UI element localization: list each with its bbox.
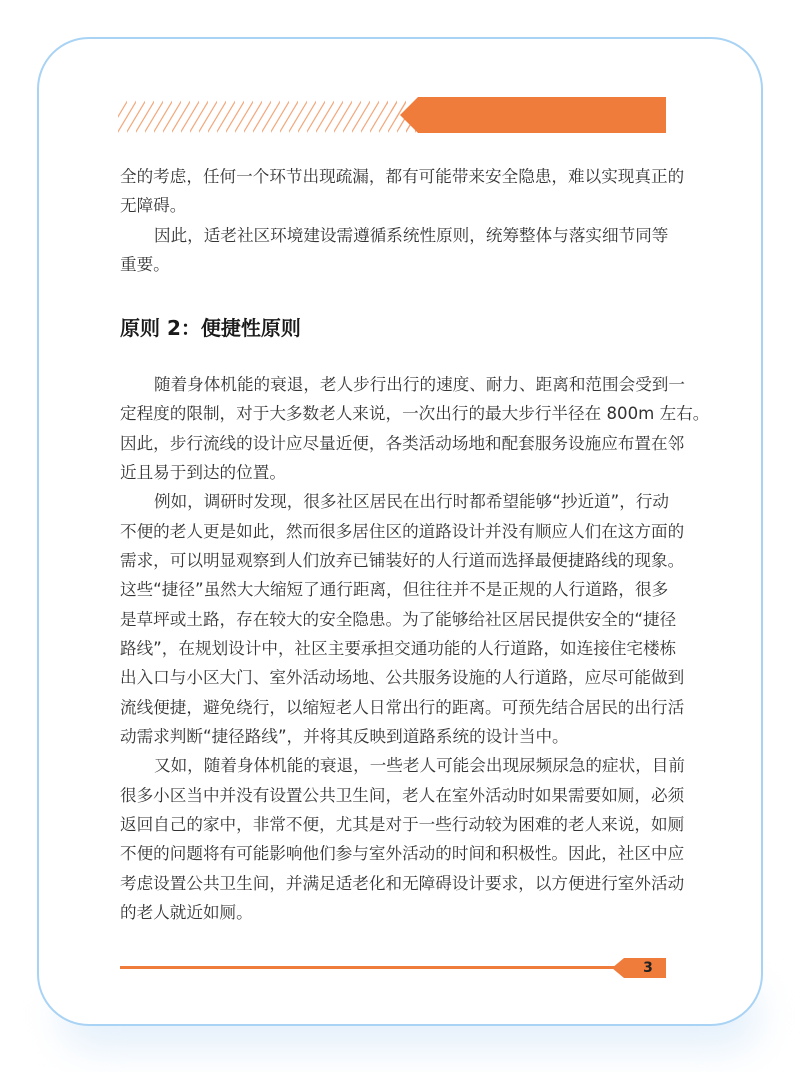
text-line: 考虑设置公共卫生间，并满足适老化和无障碍设计要求，以方便进行室外活动	[120, 873, 685, 893]
text-line: 随着身体机能的衰退，老人步行出行的速度、耐力、距离和范围会受到一	[154, 375, 685, 394]
text-line: 很多小区当中并没有设置公共卫生间，老人在室外活动时如果需要如厕，必须	[120, 785, 685, 805]
footer-rule	[120, 966, 625, 969]
text-line: 是草坪或土路，存在较大的安全隐患。为了能够给社区居民提供安全的“捷径	[120, 609, 677, 629]
text-line: 不便的问题将有可能影响他们参与室外活动的时间和积极性。因此，社区中应	[120, 844, 685, 864]
text-line: 又如，随着身体机能的衰退，一些老人可能会出现尿频尿急的症状，目前	[154, 756, 685, 776]
text-line: 不便的老人更是如此，然而很多居住区的道路设计并没有顺应人们在这方面的	[120, 521, 685, 541]
text-line: 近且易于到达的位置。	[120, 462, 286, 482]
text-line: 这些“捷径”虽然大大缩短了通行距离，但往往并不是正规的人行道路，很多	[120, 580, 669, 600]
text-line: 因此，步行流线的设计应尽量近便，各类活动场地和配套服务设施应布置在邻	[120, 433, 685, 453]
header-arrow	[400, 97, 666, 133]
header-banner	[118, 97, 666, 133]
text-line: 路线”，在规划设计中，社区主要承担交通功能的人行道路，如连接住宅楼栋	[120, 638, 677, 658]
text-line: 重要。	[120, 254, 170, 274]
text-line: 无障碍。	[120, 196, 187, 216]
page-number: 3	[643, 960, 653, 976]
text-line: 定程度的限制，对于大多数老人来说，一次出行的最大步行半径在 800m 左右。	[120, 404, 710, 424]
text-line: 动需求判断“捷径路线”，并将其反映到道路系统的设计当中。	[120, 726, 569, 746]
text-line: 流线便捷，避免绕行，以缩短老人日常出行的距离。可预先结合居民的出行活	[120, 697, 685, 717]
text-line: 因此，适老社区环境建设需遵循系统性原则，统筹整体与落实细节同等	[154, 225, 669, 245]
text-line: 例如，调研时发现，很多社区居民在出行时都希望能够“抄近道”，行动	[154, 492, 670, 512]
paragraph-block-2	[120, 370, 710, 927]
text-line: 出入口与小区大门、室外活动场地、公共服务设施的人行道路，应尽可能做到	[120, 668, 685, 688]
section-heading: 原则 2：便捷性原则	[120, 316, 301, 340]
text-line: 需求，可以明显观察到人们放弃已铺装好的人行道而选择最便捷路线的现象。	[120, 550, 685, 570]
text-line: 的老人就近如厕。	[120, 902, 253, 922]
text-line: 全的考虑，任何一个环节出现疏漏，都有可能带来安全隐患，难以实现真正的	[120, 167, 685, 186]
text-line: 返回自己的家中，非常不便，尤其是对于一些行动较为困难的老人来说，如厕	[120, 814, 685, 834]
paragraph-block-1	[120, 162, 685, 279]
